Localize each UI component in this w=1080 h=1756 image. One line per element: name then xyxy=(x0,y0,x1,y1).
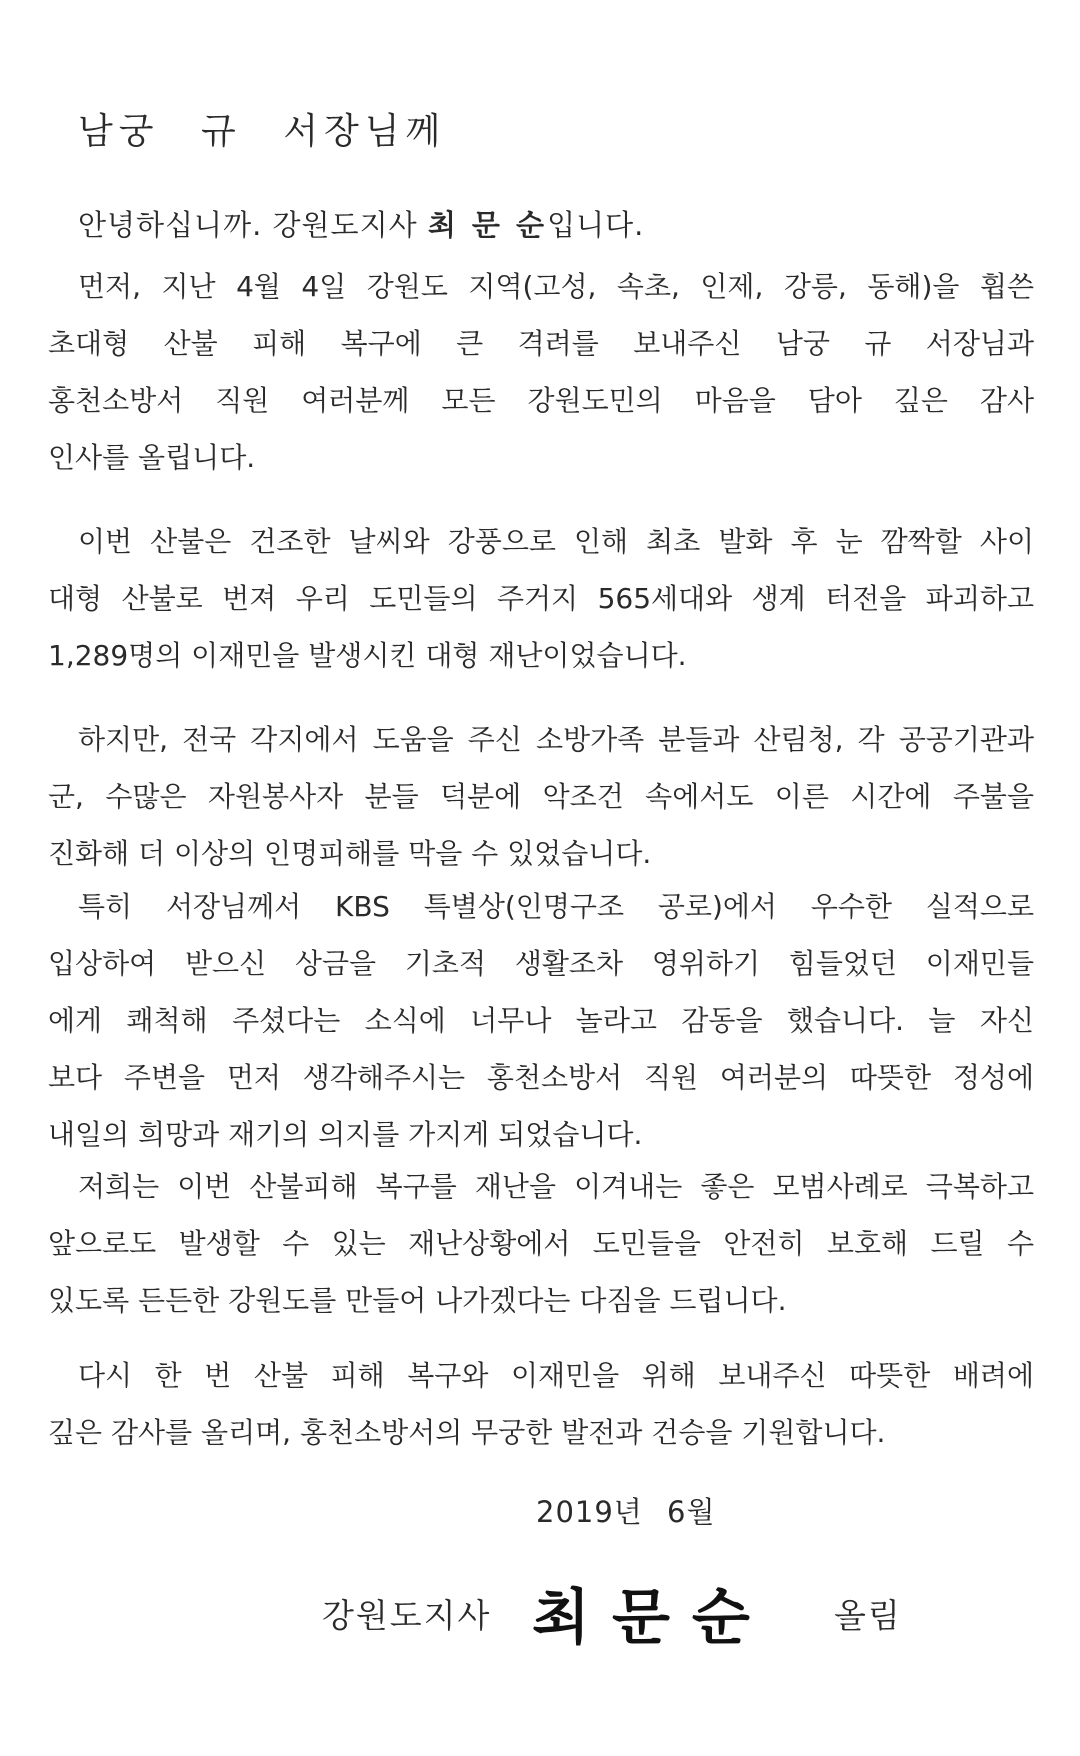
paragraph-closing xyxy=(48,1347,1034,1461)
paragraph-line: 보다 주변을 먼저 생각해주시는 홍천소방서 직원 여러분의 따뜻한 정성에 xyxy=(48,1061,1034,1094)
paragraph-line: 다시 한 번 산불 피해 복구와 이재민을 위해 보내주신 따뜻한 배려에 xyxy=(78,1359,1034,1392)
paragraph-line: 인사를 올립니다. xyxy=(48,441,256,474)
paragraph-line: 초대형 산불 피해 복구에 큰 격려를 보내주신 남궁 규 서장님과 xyxy=(48,327,1034,360)
paragraph-line: 저희는 이번 산불피해 복구를 재난을 이겨내는 좋은 모범사례로 극복하고 xyxy=(78,1170,1034,1203)
paragraph-disaster xyxy=(48,513,1034,684)
paragraph-line: 특히 서장님께서 KBS 특별상(인명구조 공로)에서 우수한 실적으로 xyxy=(78,890,1034,923)
paragraph-line: 내일의 희망과 재기의 의지를 가지게 되었습니다. xyxy=(48,1118,643,1151)
paragraph-line: 먼저, 지난 4월 4일 강원도 지역(고성, 속초, 인제, 강릉, 동해)을 휩쓴 xyxy=(78,270,1034,303)
letter-date: 2019년 6월 xyxy=(536,1495,716,1529)
paragraph-line: 홍천소방서 직원 여러분께 모든 강원도민의 마음을 담아 깊은 감사 xyxy=(48,384,1034,417)
greeting-text-before: 안녕하십니까. 강원도지사 xyxy=(78,208,428,242)
paragraph-line: 깊은 감사를 올리며, 홍천소방서의 무궁한 발전과 건승을 기원합니다. xyxy=(48,1416,886,1449)
paragraph-line: 이번 산불은 건조한 날씨와 강풍으로 인해 최초 발화 후 눈 깜짝할 사이 xyxy=(78,525,1034,558)
paragraph-line: 군, 수많은 자원봉사자 분들 덕분에 악조건 속에서도 이른 시간에 주불을 xyxy=(48,780,1034,813)
paragraph-line: 있도록 든든한 강원도를 만들어 나가겠다는 다짐을 드립니다. xyxy=(48,1284,787,1317)
paragraph-line: 진화해 더 이상의 인명피해를 막을 수 있었습니다. xyxy=(48,837,652,870)
paragraph-line: 대형 산불로 번져 우리 도민들의 주거지 565세대와 생계 터전을 파괴하고 xyxy=(48,582,1034,615)
paragraph-line: 1,289명의 이재민을 발생시킨 대형 재난이었습니다. xyxy=(48,639,687,672)
salutation: 남궁 규 서장님께 xyxy=(78,111,447,152)
paragraph-pledge xyxy=(48,1158,1034,1329)
paragraph-firefighting xyxy=(48,711,1034,882)
paragraph-thanks xyxy=(48,258,1034,486)
signature-name: 최문순 xyxy=(532,1583,772,1653)
greeting-governor-name: 최 문 순 xyxy=(427,208,548,242)
signoff-title: 강원도지사 xyxy=(322,1596,492,1635)
paragraph-line: 앞으로도 발생할 수 있는 재난상황에서 도민들을 안전히 보호해 드릴 수 xyxy=(48,1227,1034,1260)
paragraph-line: 에게 쾌척해 주셨다는 소식에 너무나 놀라고 감동을 했습니다. 늘 자신 xyxy=(48,1004,1034,1037)
greeting-text-after: 입니다. xyxy=(547,208,645,242)
paragraph-line: 하지만, 전국 각지에서 도움을 주신 소방가족 분들과 산림청, 각 공공기관과 xyxy=(78,723,1034,756)
greeting xyxy=(78,203,644,244)
signoff-closing: 올림 xyxy=(834,1596,902,1635)
paragraph-donation xyxy=(48,878,1034,1163)
paragraph-line: 입상하여 받으신 상금을 기초적 생활조차 영위하기 힘들었던 이재민들 xyxy=(48,947,1034,980)
